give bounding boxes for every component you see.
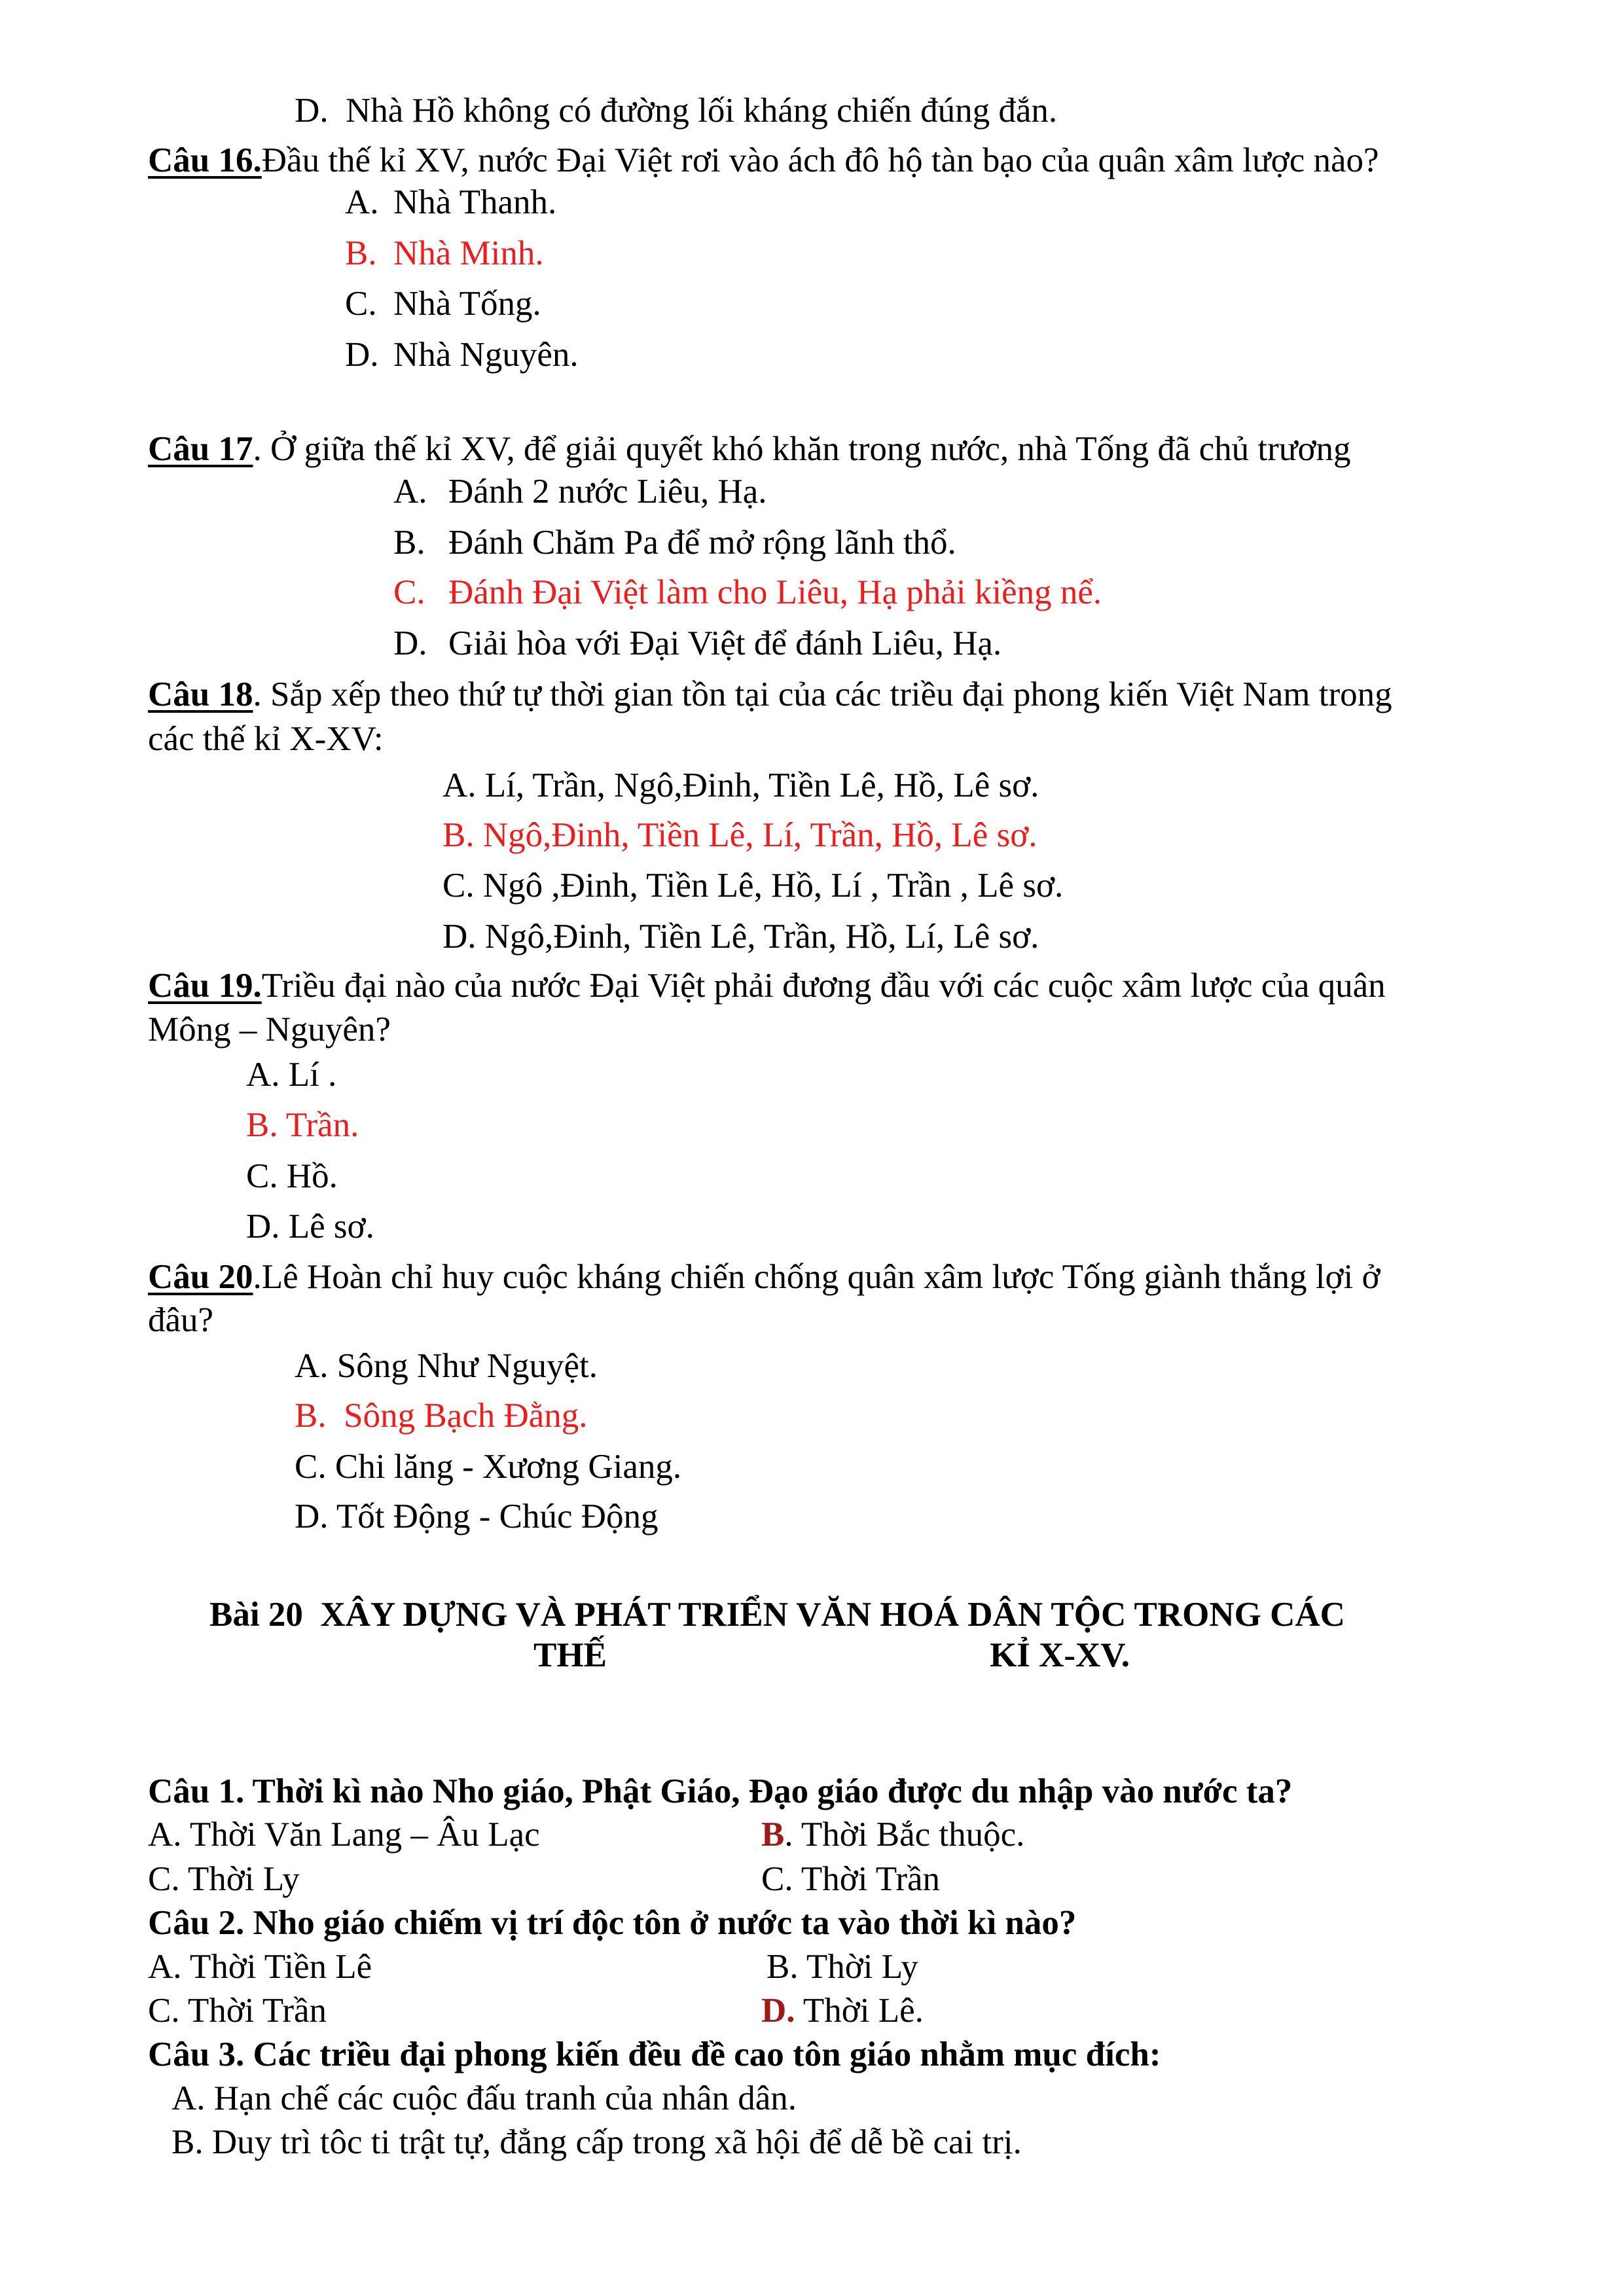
q20-question [148, 1256, 1380, 1298]
l1-option-b-correct: B. Thời Bắc thuộc. [761, 1816, 1025, 1854]
q19-question [148, 965, 1386, 1007]
l3-option-a: A. Hạn chế các cuộc đấu tranh của nhân dân. [171, 2079, 797, 2117]
l1-option-a: A. Thời Văn Lang – Âu Lạc [148, 1816, 540, 1854]
q16-option-d: D. Nhà Nguyên. [345, 336, 579, 374]
q19-option-d: D. Lê sơ. [246, 1208, 374, 1246]
q20-option-c: C. Chi lăng - Xương Giang. [295, 1448, 682, 1486]
l1-question: Câu 1. Thời kì nào Nho giáo, Phật Giáo, Đạo giáo được du nhập vào nước ta? [148, 1772, 1293, 1810]
q20-option-b-correct: B. Sông Bạch Đằng. [295, 1397, 588, 1435]
q17-option-c-correct: C. Đánh Đại Việt làm cho Liêu, Hạ phải kiềng nể. [393, 573, 1102, 611]
q17-label: Câu 17 [148, 430, 253, 468]
q17-option-d: D. Giải hòa với Đại Việt để đánh Liêu, Hạ. [393, 624, 1002, 662]
l2-option-b: B. Thời Ly [767, 1948, 918, 1986]
q19-text: Triều đại nào của nước Đại Việt phải đương đầu với các cuộc xâm lược của quân [261, 967, 1386, 1005]
q16-question [148, 139, 1379, 181]
q16-text: Đầu thế kỉ XV, nước Đại Việt rơi vào ách đô hộ tàn bạo của quân xâm lược nào? [261, 141, 1379, 179]
q15-option-d: D. Nhà Hồ không có đường lối kháng chiến đúng đắn. [295, 92, 1058, 130]
l1-option-c2: C. Thời Trần [761, 1860, 940, 1898]
q16-option-a: A. Nhà Thanh. [345, 183, 557, 221]
q16-option-b-correct: B. Nhà Minh. [345, 234, 544, 272]
q16-option-c: C. Nhà Tống. [345, 285, 541, 323]
q17-option-b: B. Đánh Chăm Pa để mở rộng lãnh thổ. [393, 524, 956, 562]
q19-question-cont: Mông – Nguyên? [148, 1011, 391, 1049]
q18-label: Câu 18 [148, 675, 253, 713]
q19-label: Câu 19. [148, 967, 262, 1005]
q18-text: . Sắp xếp theo thứ tự thời gian tồn tại của các triều đại phong kiến Việt Nam trong [253, 675, 1392, 713]
q18-question-cont: các thế kỉ X-XV: [148, 720, 384, 758]
l1-option-c1: C. Thời Ly [148, 1860, 300, 1898]
lesson-title-line1: Bài 20 XÂY DỰNG VÀ PHÁT TRIỂN VĂN HOÁ DÂN TỘC TRONG CÁC [209, 1596, 1345, 1634]
q18-option-d: D. Ngô,Đinh, Tiền Lê, Trần, Hồ, Lí, Lê sơ. [442, 918, 1039, 956]
l2-option-a: A. Thời Tiền Lê [148, 1948, 372, 1986]
q17-text: . Ở giữa thế kỉ XV, để giải quyết khó khăn trong nước, nhà Tống đã chủ trương [253, 430, 1351, 468]
q18-option-b-correct: B. Ngô,Đinh, Tiền Lê, Lí, Trần, Hồ, Lê sơ. [442, 816, 1038, 854]
q19-option-a: A. Lí . [246, 1056, 337, 1094]
q18-option-c: C. Ngô ,Đinh, Tiền Lê, Hồ, Lí , Trần , Lê sơ. [442, 867, 1064, 905]
q20-option-d: D. Tốt Động - Chúc Động [295, 1498, 659, 1535]
q20-text: .Lê Hoàn chỉ huy cuộc kháng chiến chống quân xâm lược Tống giành thắng lợi ở [253, 1258, 1380, 1296]
q16-label: Câu 16. [148, 141, 262, 179]
q19-option-b-correct: B. Trần. [246, 1106, 359, 1144]
q18-question [148, 673, 1392, 715]
q17-question [148, 428, 1351, 470]
lesson-title-line2-left: THẾ [533, 1636, 607, 1674]
q20-option-a: A. Sông Như Nguyệt. [295, 1347, 598, 1385]
q20-question-cont: đâu? [148, 1301, 214, 1339]
l3-option-b: B. Duy trì tôc ti trật tự, đẳng cấp trong xã hội để dễ bề cai trị. [171, 2123, 1022, 2161]
l2-option-d-correct: D. Thời Lê. [761, 1992, 924, 2030]
q20-label: Câu 20 [148, 1258, 253, 1296]
l3-question: Câu 3. Các triều đại phong kiến đều đề cao tôn giáo nhằm mục đích: [148, 2036, 1161, 2073]
l2-option-c: C. Thời Trần [148, 1992, 327, 2030]
q17-option-a: A. Đánh 2 nước Liêu, Hạ. [393, 473, 767, 511]
q18-option-a: A. Lí, Trần, Ngô,Đinh, Tiền Lê, Hồ, Lê sơ. [442, 766, 1039, 804]
lesson-title-line2-right: KỈ X-XV. [990, 1636, 1130, 1674]
l2-question: Câu 2. Nho giáo chiếm vị trí độc tôn ở nước ta vào thời kì nào? [148, 1904, 1077, 1942]
q19-option-c: C. Hồ. [246, 1157, 338, 1195]
